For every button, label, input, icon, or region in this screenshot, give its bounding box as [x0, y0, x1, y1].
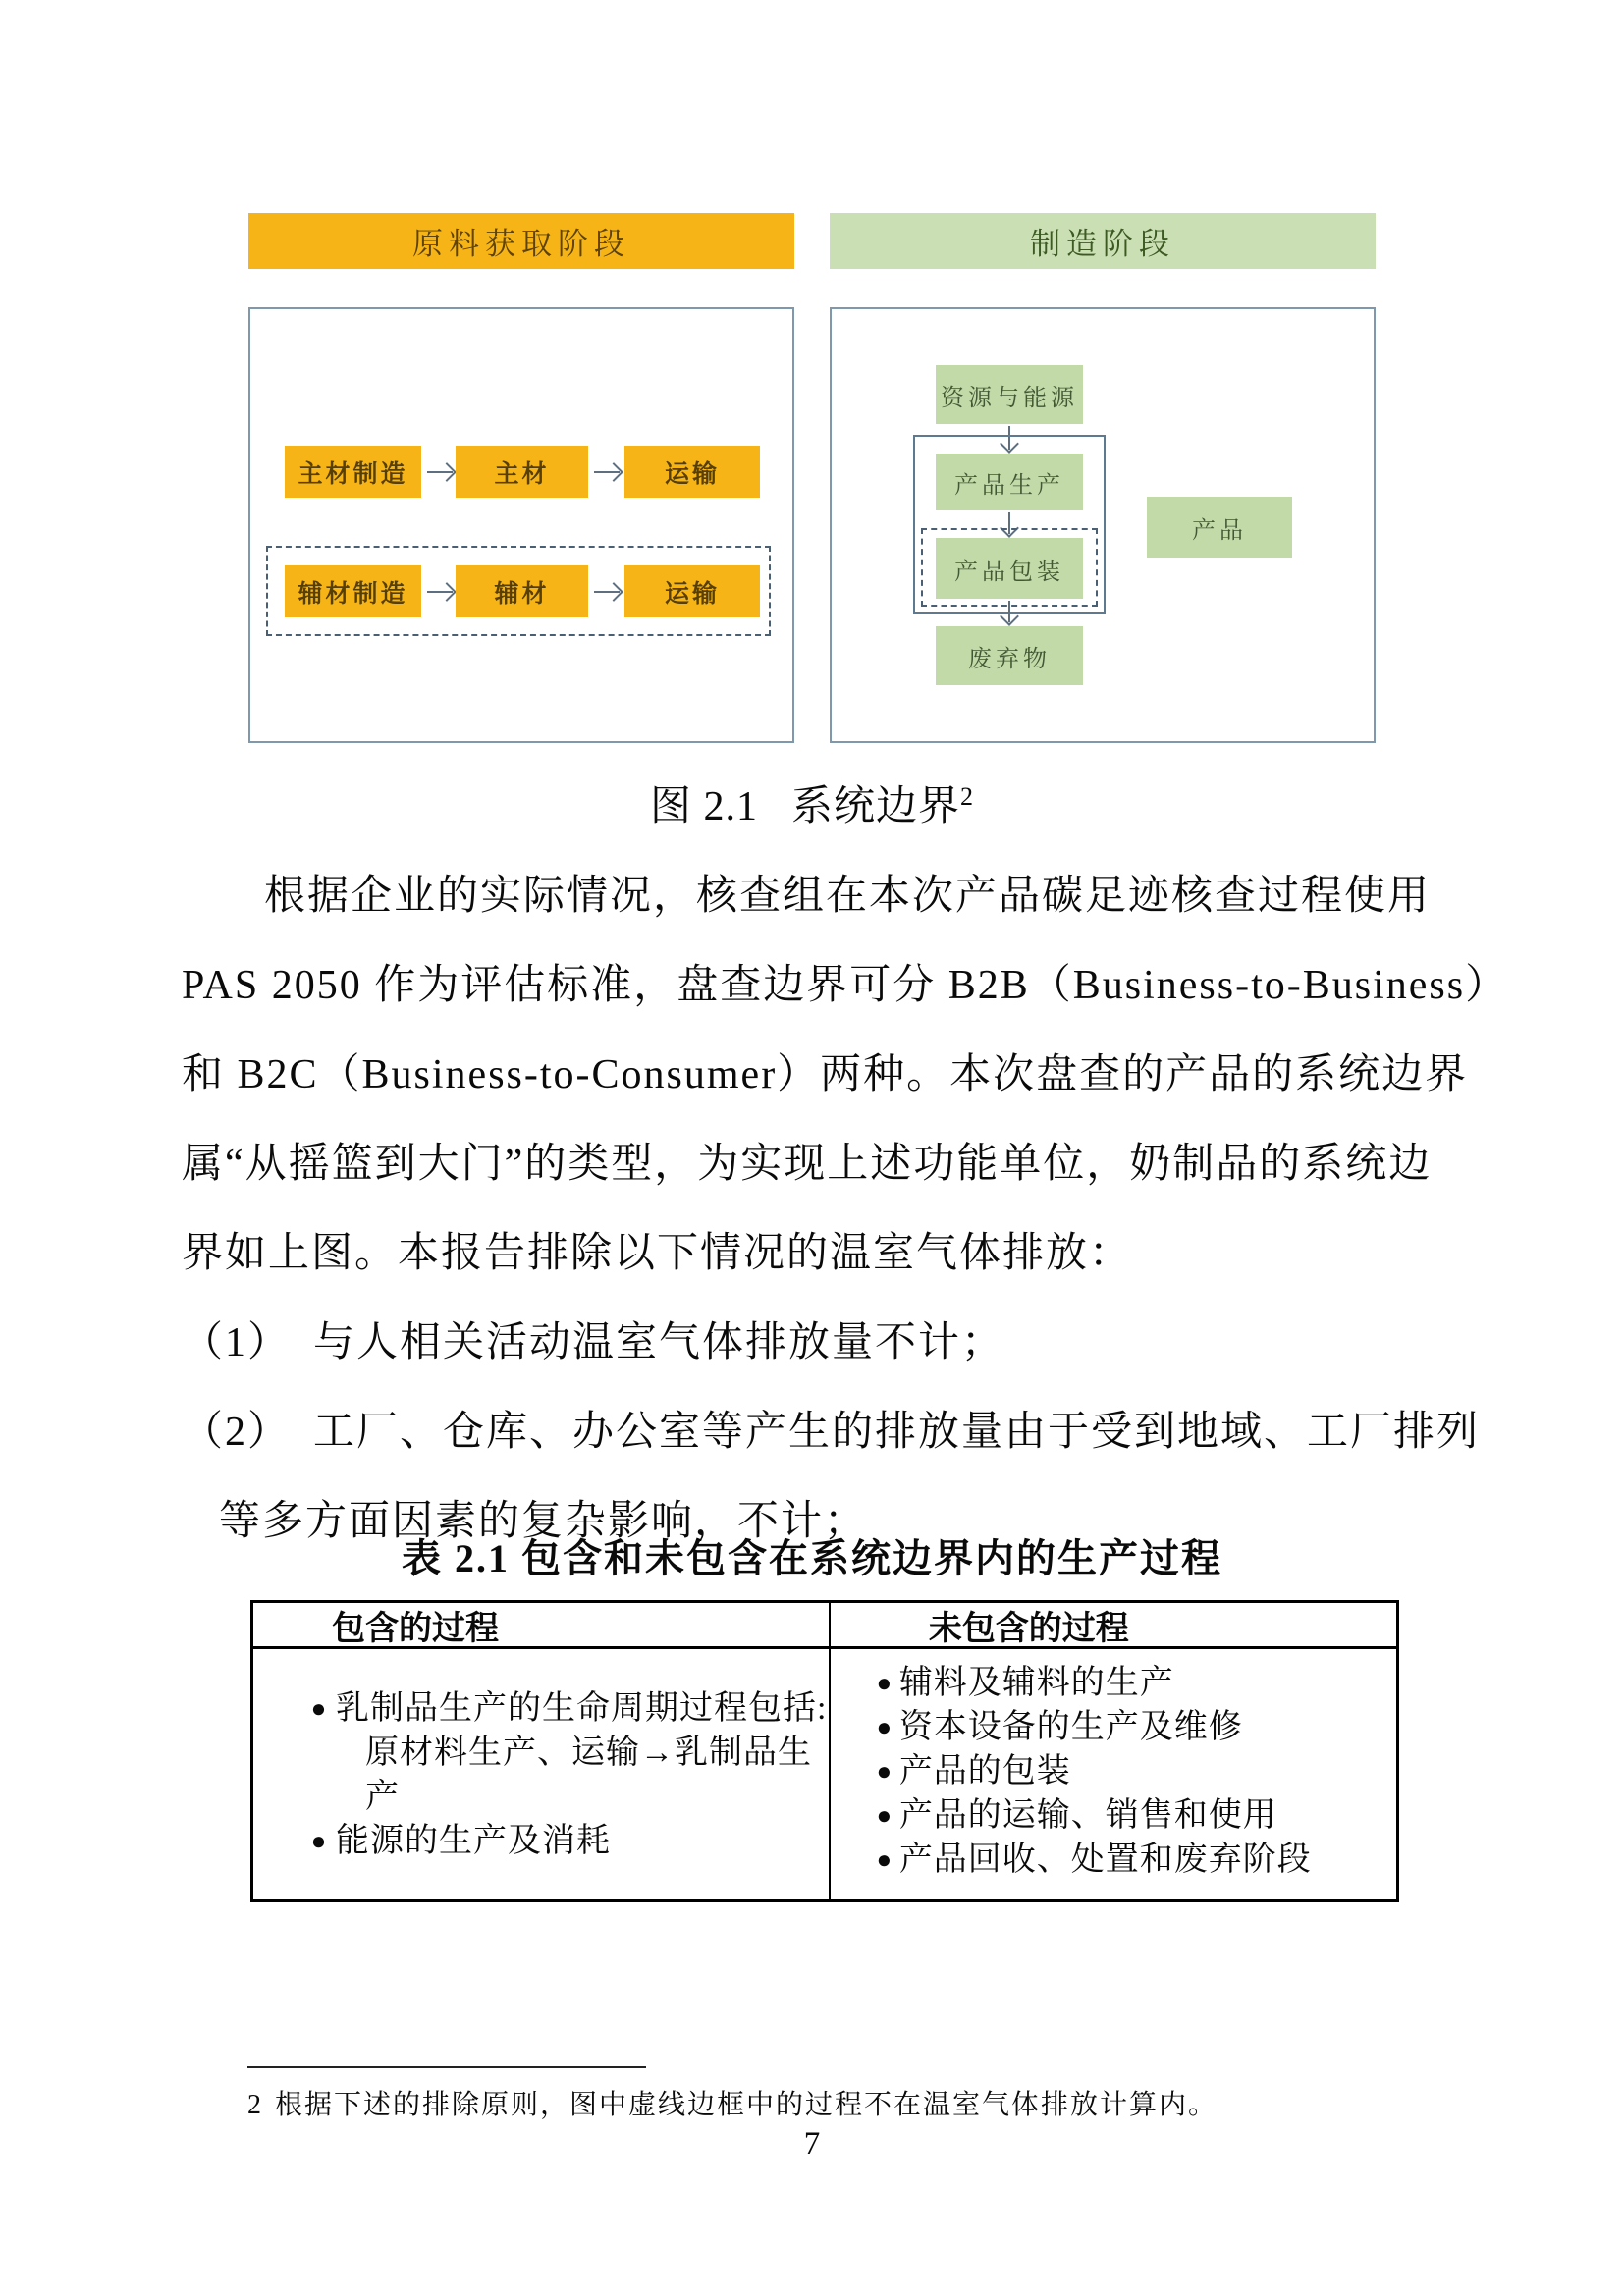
- table-header-included-label: 包含的过程: [332, 1610, 499, 1647]
- box-resources-energy: [936, 365, 1083, 424]
- page-number: 7: [803, 2126, 821, 2162]
- flow-arrow-right-icon: [594, 591, 620, 593]
- flow-arrow-right-icon: [427, 471, 453, 473]
- list-item: [831, 1705, 1396, 1749]
- body-line: 属“从摇篮到大门”的类型，为实现上述功能单位，奶制品的系统边: [182, 1142, 1433, 1187]
- box-transport-main-label: 运输: [664, 460, 720, 488]
- boundary-box-raw-material: [248, 307, 794, 743]
- body-line: PAS 2050 作为评估标准，盘查边界可分 B2B（Business-to-Business）: [182, 963, 1509, 1008]
- body-line: 界如上图。本报告排除以下情况的温室气体排放：: [182, 1231, 1133, 1276]
- list-item-text: 能源的生产及消耗: [336, 1822, 611, 1859]
- body-line-list-item-2: （2） 工厂、仓库、办公室等产生的排放量由于受到地域、工厂排列: [182, 1410, 1481, 1455]
- table-body-row: [253, 1649, 1396, 1899]
- flow-arrow-down-icon: [1008, 601, 1010, 622]
- table-header-excluded-label: 未包含的过程: [928, 1610, 1129, 1647]
- footnote: [247, 2083, 1218, 2122]
- bullet-icon: ●: [876, 1713, 893, 1741]
- body-line: 和 B2C（Business-to-Consumer）两种。本次盘查的产品的系统边界: [182, 1052, 1469, 1097]
- table-cell-included: [253, 1649, 831, 1899]
- table-cell-excluded: [831, 1649, 1396, 1899]
- flow-arrow-right-icon: [427, 591, 453, 593]
- list-item-text: 产品回收、处置和废弃阶段: [898, 1842, 1312, 1878]
- table-title: 表 2.1 包含和未包含在系统边界内的生产过程: [402, 1536, 1222, 1580]
- box-aux-material-manufacture-label: 辅材制造: [298, 580, 408, 608]
- list-item-text: 资本设备的生产及维修: [898, 1709, 1243, 1745]
- flow-arrow-right-icon: [594, 471, 620, 473]
- box-transport-aux-label: 运输: [664, 580, 720, 608]
- figure-caption: [0, 774, 1624, 832]
- list-item-text: 辅料及辅料的生产: [898, 1665, 1174, 1701]
- box-product-production-label: 产品生产: [954, 472, 1064, 499]
- box-resources-energy-label: 资源与能源: [941, 385, 1078, 411]
- box-transport-aux: [624, 565, 760, 617]
- list-item-wrap: 原材料生产、运输→乳制品生产: [365, 1734, 812, 1815]
- body-line: 根据企业的实际情况，核查组在本次产品碳足迹核查过程使用: [264, 874, 1432, 919]
- list-item: [831, 1661, 1396, 1705]
- list-item: [253, 1819, 829, 1863]
- figure-caption-title: 系统边界: [791, 784, 961, 829]
- list-item: [831, 1838, 1396, 1882]
- footnote-divider: [247, 2066, 646, 2068]
- box-main-material-label: 主材: [494, 460, 550, 488]
- box-aux-material-manufacture: [285, 565, 421, 617]
- bullet-icon: ●: [310, 1693, 328, 1723]
- list-item: [831, 1793, 1396, 1838]
- stage-header-raw-material-label: 原料获取阶段: [412, 227, 630, 261]
- bullet-icon: ●: [876, 1669, 893, 1697]
- footnote-marker: 2: [247, 2090, 263, 2120]
- list-item-text: 产品的运输、销售和使用: [898, 1797, 1277, 1834]
- table-header-excluded: [831, 1603, 1396, 1646]
- body-paragraph: [182, 852, 1509, 1567]
- stage-header-raw-material: [248, 213, 794, 269]
- process-table: [250, 1600, 1399, 1902]
- bullet-icon: ●: [310, 1826, 328, 1855]
- bullet-icon: ●: [876, 1801, 893, 1830]
- box-waste-label: 废弃物: [968, 646, 1051, 672]
- table-header-row: [253, 1603, 1396, 1649]
- stage-header-manufacturing-label: 制造阶段: [1030, 227, 1175, 261]
- box-aux-material: [456, 565, 588, 617]
- box-product: [1147, 497, 1292, 558]
- box-product-label: 产品: [1192, 517, 1247, 544]
- list-item-text: 乳制品生产的生命周期过程包括:: [336, 1689, 828, 1727]
- footnote-reference: 2: [960, 782, 975, 811]
- figure-caption-label: 图 2.1: [649, 784, 758, 829]
- stage-header-manufacturing: [830, 213, 1376, 269]
- box-main-material: [456, 446, 588, 498]
- table-header-included: [253, 1603, 831, 1646]
- list-item: [831, 1749, 1396, 1793]
- box-main-material-manufacture: [285, 446, 421, 498]
- body-line: 等多方面因素的复杂影响，不计；: [219, 1499, 868, 1544]
- bullet-icon: ●: [876, 1757, 893, 1786]
- box-product-packaging: [936, 538, 1083, 599]
- box-transport-main: [624, 446, 760, 498]
- box-product-production: [936, 454, 1083, 510]
- bullet-icon: ●: [876, 1845, 893, 1874]
- box-product-packaging-label: 产品包装: [954, 559, 1064, 585]
- box-aux-material-label: 辅材: [494, 580, 550, 608]
- body-line-list-item-1: （1） 与人相关活动温室气体排放量不计；: [182, 1320, 1005, 1365]
- footnote-text: 根据下述的排除原则，图中虚线边框中的过程不在温室气体排放计算内。: [275, 2090, 1218, 2120]
- box-main-material-manufacture-label: 主材制造: [298, 460, 408, 488]
- box-waste: [936, 626, 1083, 685]
- list-item: [253, 1686, 829, 1731]
- list-item-text: 产品的包装: [898, 1753, 1071, 1789]
